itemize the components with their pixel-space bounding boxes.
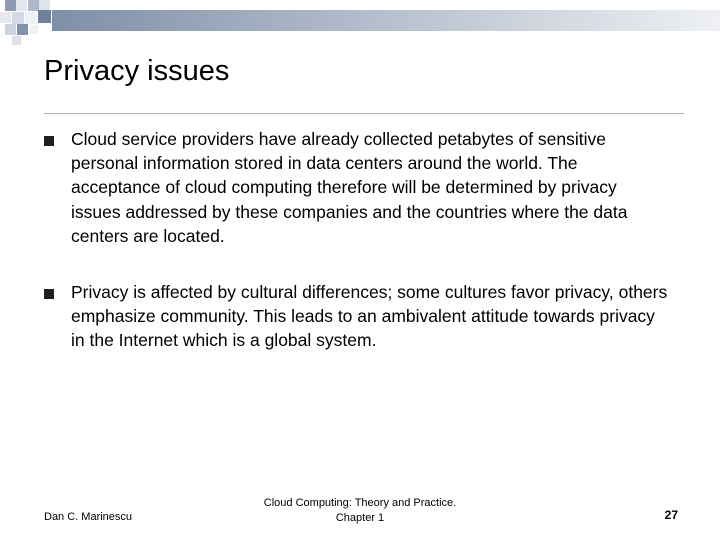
bullet-text: Privacy is affected by cultural differences; some cultures favor privacy, others emphasize community. This leads to an ambivalent attitude towards privacy in the Internet which is a global system. bbox=[71, 282, 668, 351]
footer-chapter-line: Chapter 1 bbox=[335, 511, 385, 524]
deco-square bbox=[29, 25, 38, 34]
footer-author: Dan C. Marinescu bbox=[44, 511, 133, 523]
decorative-header-band bbox=[0, 0, 720, 50]
bullet-text: Cloud service providers have already collected petabytes of sensitive personal information stored in data centers around the world. The acceptance of cloud computing therefore will be determined by privacy issues addressed by these companies and the countries where the data centers are located. bbox=[71, 129, 628, 246]
slide-title: Privacy issues bbox=[44, 55, 230, 87]
title-divider bbox=[44, 113, 684, 114]
deco-square bbox=[17, 24, 28, 35]
footer-book-line: Cloud Computing: Theory and Practice. bbox=[263, 497, 457, 509]
deco-square bbox=[38, 10, 51, 23]
square-bullet-icon bbox=[44, 136, 54, 146]
deco-square bbox=[25, 12, 37, 24]
footer-book-title bbox=[230, 496, 490, 525]
deco-square bbox=[39, 0, 50, 11]
deco-square bbox=[5, 0, 16, 11]
page-number: 27 bbox=[664, 508, 678, 522]
deco-square bbox=[12, 12, 24, 24]
deco-square bbox=[28, 0, 39, 11]
deco-square bbox=[12, 36, 21, 45]
deco-square bbox=[5, 24, 16, 35]
deco-square bbox=[16, 0, 27, 11]
header-gradient-bar bbox=[52, 10, 720, 31]
square-bullet-icon bbox=[44, 289, 54, 299]
deco-square bbox=[0, 12, 11, 23]
